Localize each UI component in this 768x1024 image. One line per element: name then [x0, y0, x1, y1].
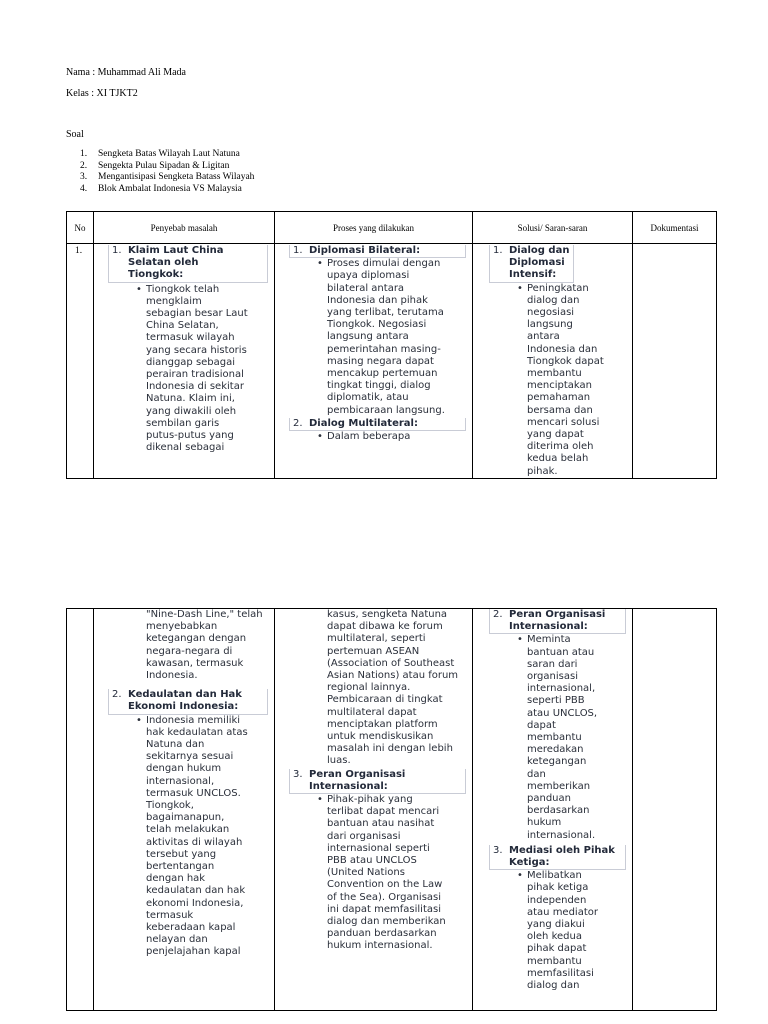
table-row: [67, 244, 717, 479]
header-proses: Proses yang dilakukan: [275, 212, 473, 244]
heading-peran-organisasi: 3. Peran Organisasi Internasional:: [289, 769, 466, 794]
heading-dialog-diplomasi: 1. Dialog dan Diplomasi Intensif:: [489, 245, 574, 283]
heading-dialog-multilateral: 2. Dialog Multilateral:: [289, 418, 466, 431]
student-name: Nama : Muhammad Ali Mada: [66, 67, 186, 78]
cell-proses: [275, 244, 473, 479]
problem-table-page1: [66, 211, 717, 479]
list-item: • Meminta bantuan atau saran dari organisasi internasional, seperti PBB atau UNCLOS, dapat membantu meredakan ketegangan dan memberikan panduan berdasarkan hukum internasional.: [517, 634, 598, 841]
soal-item: 3. Mengantisipasi Sengketa Batass Wilayah: [80, 172, 255, 183]
problem-table-page2: [66, 608, 717, 1011]
heading-diplomasi-bilateral: 1. Diplomasi Bilateral:: [289, 245, 466, 258]
list-item-continued: "Nine-Dash Line," telah menyebabkan ketegangan dengan negara-negara di kawasan, termasuk Indonesia.: [146, 609, 263, 682]
header-no: No: [67, 212, 94, 244]
cell-penyebab: [94, 609, 275, 1011]
table-row: [67, 609, 717, 1011]
cell-solusi: [473, 244, 633, 479]
soal-list: [80, 149, 254, 195]
header-dokumentasi: Dokumentasi: [633, 212, 717, 244]
row-number: 1.: [67, 244, 94, 479]
list-item: • Melibatkan pihak ketiga independen atau mediator yang diakui oleh kedua pihak dapat membantu memfasilitasi dialog dan: [517, 870, 598, 992]
soal-label: Soal: [66, 129, 84, 140]
list-item: • Proses dimulai dengan upaya diplomasi bilateral antara Indonesia dan pihak yang terlibat, terutama Tiongkok. Negosiasi langsung antara pemerintahan masing-masing negara dapat mencakup pertemuan tingkat tinggi, dialog diplomatik, atau pembicaraan langsung.: [317, 258, 445, 416]
table-header-row: [67, 212, 717, 244]
list-item: • Indonesia memiliki hak kedaulatan atas Natuna dan sekitarnya sesuai dengan hukum internasional, termasuk UNCLOS. Tiongkok, bagaimanapun, telah melakukan aktivitas di wilayah tersebut yang bertentangan dengan hak kedaulatan dan hak ekonomi Indonesia, termasuk keberadaan kapal nelayan dan penjelajahan kapal: [136, 714, 248, 958]
row-number-empty: [67, 609, 94, 1011]
heading-klaim: 1. Klaim Laut China Selatan oleh Tiongkok:: [108, 245, 268, 283]
student-class: Kelas : XI TJKT2: [66, 88, 138, 99]
cell-proses: [275, 609, 473, 1011]
cell-dokumentasi: [633, 244, 717, 479]
list-item-continued: kasus, sengketa Natuna dapat dibawa ke forum multilateral, seperti pertemuan ASEAN (Association of Southeast Asian Nations) atau forum regional lainnya. Pembicaraan di tingkat multilateral dapat menciptakan platform untuk mendiskusikan masalah ini dengan lebih luas.: [327, 609, 459, 767]
soal-item: 2. Sengekta Pulau Sipadan & Ligitan: [80, 160, 230, 171]
cell-dokumentasi: [633, 609, 717, 1011]
cell-penyebab: [94, 244, 275, 479]
heading-mediasi: 3. Mediasi oleh Pihak Ketiga:: [489, 845, 626, 870]
list-item: • Dalam beberapa: [317, 431, 411, 443]
heading-peran-organisasi: 2. Peran Organisasi Internasional:: [489, 609, 626, 634]
header-penyebab: Penyebab masalah: [94, 212, 275, 244]
header-solusi: Solusi/ Saran-saran: [473, 212, 633, 244]
soal-item: 1. Sengketa Batas Wilayah Laut Natuna: [80, 149, 240, 159]
list-item: • Pihak-pihak yang terlibat dapat mencari bantuan atau nasihat dari organisasi internasional seperti PBB atau UNCLOS (United Nations Convention on the Law of the Sea). Organisasi ini dapat memfasilitasi dialog dan memberikan panduan berdasarkan hukum internasional.: [317, 794, 446, 952]
list-item: • Tiongkok telah mengklaim sebagian besar Laut China Selatan, termasuk wilayah yang secara historis dianggap sebagai perairan tradisional Indonesia di sekitar Natuna. Klaim ini, yang diwakili oleh sembilan garis putus-putus yang dikenal sebagai: [136, 283, 248, 454]
soal-item: 4. Blok Ambalat Indonesia VS Malaysia: [80, 183, 242, 194]
heading-kedaulatan: 2. Kedaulatan dan Hak Ekonomi Indonesia:: [108, 689, 268, 714]
list-item: • Peningkatan dialog dan negosiasi langsung antara Indonesia dan Tiongkok dapat membantu menciptakan pemahaman bersama dan mencari solusi yang dapat diterima oleh kedua belah pihak.: [517, 282, 604, 477]
cell-solusi: [473, 609, 633, 1011]
